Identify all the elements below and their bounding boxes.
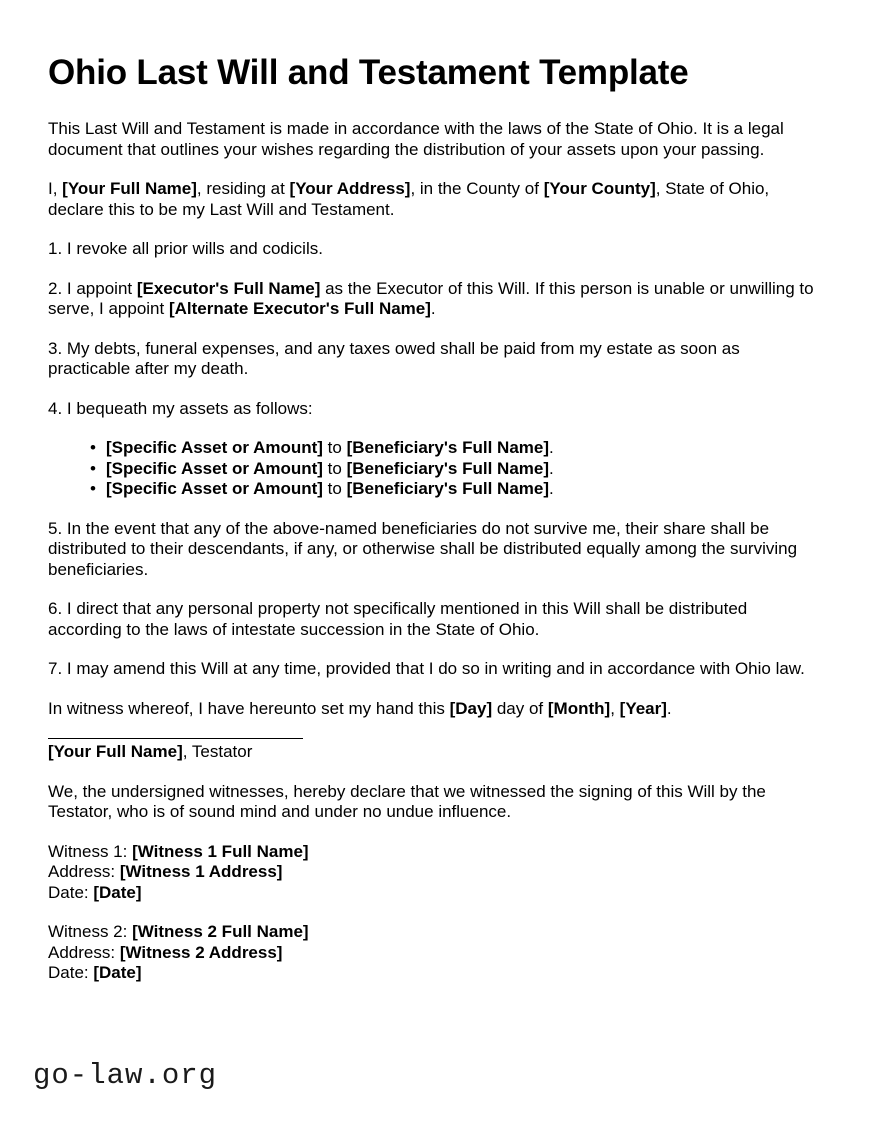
beneficiary-name-placeholder: [Beneficiary's Full Name] [346, 479, 550, 499]
declaration-suffix: , State of Ohio, declare this to be my Last Will and Testament. [48, 179, 770, 219]
your-full-name-placeholder: [Your Full Name] [62, 179, 197, 199]
clause-2-prefix: 2. I appoint [48, 278, 137, 298]
attestation-paragraph [48, 699, 820, 720]
witness-2-address-placeholder: [Witness 2 Address] [119, 942, 283, 962]
clause-2-mid: as the Executor of this Will. If this person is unable or unwilling to serve, I appoint [48, 278, 814, 319]
beneficiary-name-placeholder: [Beneficiary's Full Name] [346, 458, 550, 478]
day-placeholder: [Day] [449, 698, 493, 718]
witness-1-name-label: Witness 1: [48, 841, 133, 861]
witness-2-name-placeholder: [Witness 2 Full Name] [132, 922, 309, 942]
signature-block [48, 738, 820, 763]
attestation-prefix: In witness whereof, I have hereunto set my hand this [48, 698, 450, 718]
bequest-suffix: . [549, 479, 554, 499]
witness-1-name-placeholder: [Witness 1 Full Name] [132, 841, 309, 861]
signature-line [48, 738, 303, 739]
beneficiary-name-placeholder: [Beneficiary's Full Name] [346, 438, 550, 458]
declaration-mid-1: , residing at [196, 179, 290, 199]
page-title: Ohio Last Will and Testament Template [48, 53, 689, 92]
witness-2-address-label: Address: [48, 942, 120, 962]
attestation-suffix: . [666, 698, 672, 718]
attestation-mid-1: day of [492, 698, 548, 718]
clause-3: 3. My debts, funeral expenses, and any taxes owed shall be paid from my estate as soon as practicable after my death. [48, 338, 740, 379]
bequest-connector: to [322, 479, 347, 499]
specific-asset-placeholder: [Specific Asset or Amount] [106, 479, 323, 499]
clause-5: 5. In the event that any of the above-named beneficiaries do not survive me, their share shall be distributed to their descendants, if any, or otherwise shall be distributed equally among the surviving beneficiaries. [48, 518, 798, 579]
clause-2 [48, 279, 820, 320]
clause-7: 7. I may amend this Will at any time, provided that I do so in writing and in accordance with Ohio law. [48, 659, 805, 679]
attestation-mid-2: , [610, 698, 620, 718]
testator-name-placeholder: [Your Full Name] [48, 742, 183, 762]
declaration-mid-2: , in the County of [410, 179, 544, 199]
intro-paragraph: This Last Will and Testament is made in accordance with the laws of the State of Ohio. It is a legal document that outlines your wishes regarding the distribution of your assets upon your passing. [48, 119, 784, 159]
specific-asset-placeholder: [Specific Asset or Amount] [106, 458, 323, 478]
site-watermark: go-law.org [33, 1059, 218, 1092]
month-placeholder: [Month] [547, 698, 611, 718]
your-address-placeholder: [Your Address] [289, 179, 411, 199]
bullet-icon: • [90, 438, 96, 458]
clause-4: 4. I bequeath my assets as follows: [48, 398, 313, 418]
clause-6: 6. I direct that any personal property not specifically mentioned in this Will shall be distributed according to the laws of intestate succession in the State of Ohio. [48, 599, 748, 639]
witness-2-date-label: Date: [48, 963, 94, 983]
list-item [90, 459, 820, 480]
list-item [90, 438, 820, 459]
your-county-placeholder: [Your County] [543, 179, 656, 199]
specific-asset-placeholder: [Specific Asset or Amount] [106, 438, 323, 458]
witness-statement: We, the undersigned witnesses, hereby declare that we witnessed the signing of this Will by the Testator, who is of sound mind and under no undue influence. [48, 781, 766, 822]
witness-2-block [48, 922, 820, 984]
executor-name-placeholder: [Executor's Full Name] [136, 278, 321, 298]
bequest-list [48, 438, 820, 500]
witness-1-date-label: Date: [48, 882, 94, 902]
clause-2-suffix: . [430, 299, 436, 319]
declaration-prefix: I, [48, 179, 63, 199]
bequest-connector: to [322, 458, 347, 478]
bullet-icon: • [90, 458, 96, 478]
bullet-icon: • [90, 479, 96, 499]
witness-1-address-placeholder: [Witness 1 Address] [119, 862, 283, 882]
signature-name-row [48, 742, 820, 763]
witness-2-date-placeholder: [Date] [93, 963, 142, 983]
witness-2-name-label: Witness 2: [48, 922, 133, 942]
list-item [90, 479, 820, 500]
year-placeholder: [Year] [619, 698, 667, 718]
bequest-suffix: . [549, 458, 554, 478]
alternate-executor-name-placeholder: [Alternate Executor's Full Name] [168, 299, 431, 319]
bequest-connector: to [322, 438, 347, 458]
document-content [48, 52, 820, 1003]
witness-1-date-placeholder: [Date] [93, 882, 142, 902]
bequest-suffix: . [549, 438, 554, 458]
clause-1: 1. I revoke all prior wills and codicils. [48, 239, 323, 259]
witness-1-address-label: Address: [48, 862, 120, 882]
declaration-paragraph [48, 179, 820, 220]
witness-1-block [48, 842, 820, 904]
testator-role-label: , Testator [182, 742, 253, 762]
